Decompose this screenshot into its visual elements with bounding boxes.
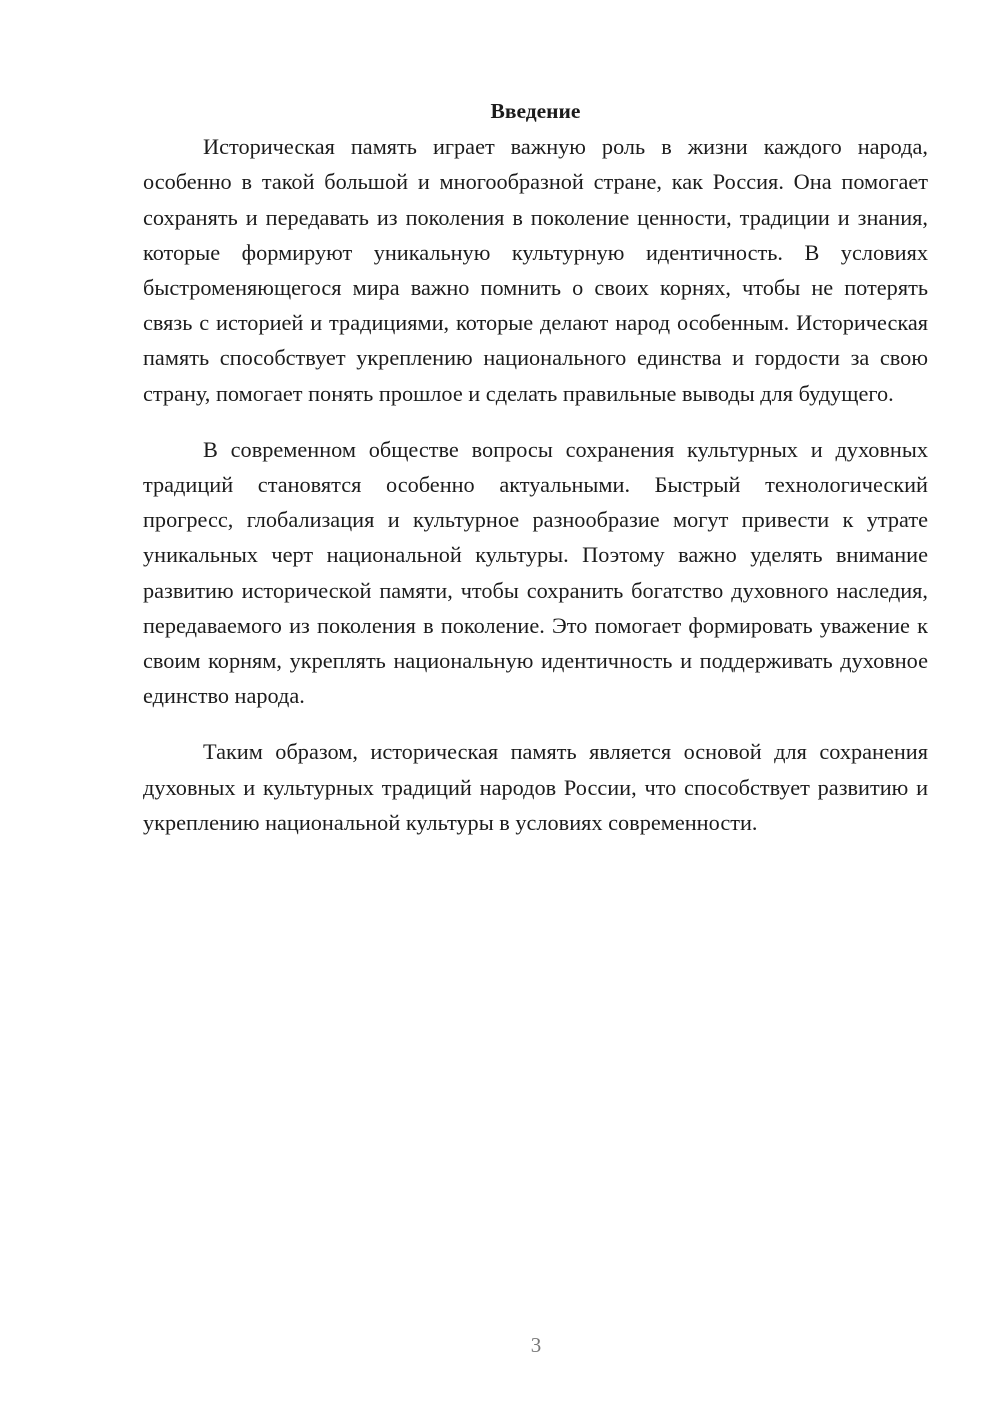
page-number: 3 xyxy=(530,1333,542,1357)
paragraph-3: Таким образом, историческая память является основой для сохранения духовных и культурных традиций народов России, что способствует развитию и укреплению национальной культуры в условиях современности. xyxy=(143,739,928,835)
page-body xyxy=(143,94,928,840)
paragraph-2: В современном обществе вопросы сохранения культурных и духовных традиций становятся особенно актуальными. Быстрый технологический прогресс, глобализация и культурное разнообразие могут привести к утрате уникальных черт национальной культуры. Поэтому важно уделять внимание развитию исторической памяти, чтобы сохранить богатство духовного наследия, передаваемого из поколения в поколение. Это помогает формировать уважение к своим корням, укреплять национальную идентичность и поддерживать духовное единство народа. xyxy=(143,436,928,709)
section-heading: Введение xyxy=(490,99,581,123)
paragraph-1: Историческая память играет важную роль в жизни каждого народа, особенно в такой большой и многообразной стране, как Россия. Она помогает сохранять и передавать из поколения в поколение ценности, традиции и знания, которые формируют уникальную культурную идентичность. В условиях быстроменяющегося мира важно помнить о своих корнях, чтобы не потерять связь с историей и традициями, которые делают народ особенным. Историческая память способствует укреплению национального единства и гордости за свою страну, помогает понять прошлое и сделать правильные выводы для будущего. xyxy=(143,134,928,406)
